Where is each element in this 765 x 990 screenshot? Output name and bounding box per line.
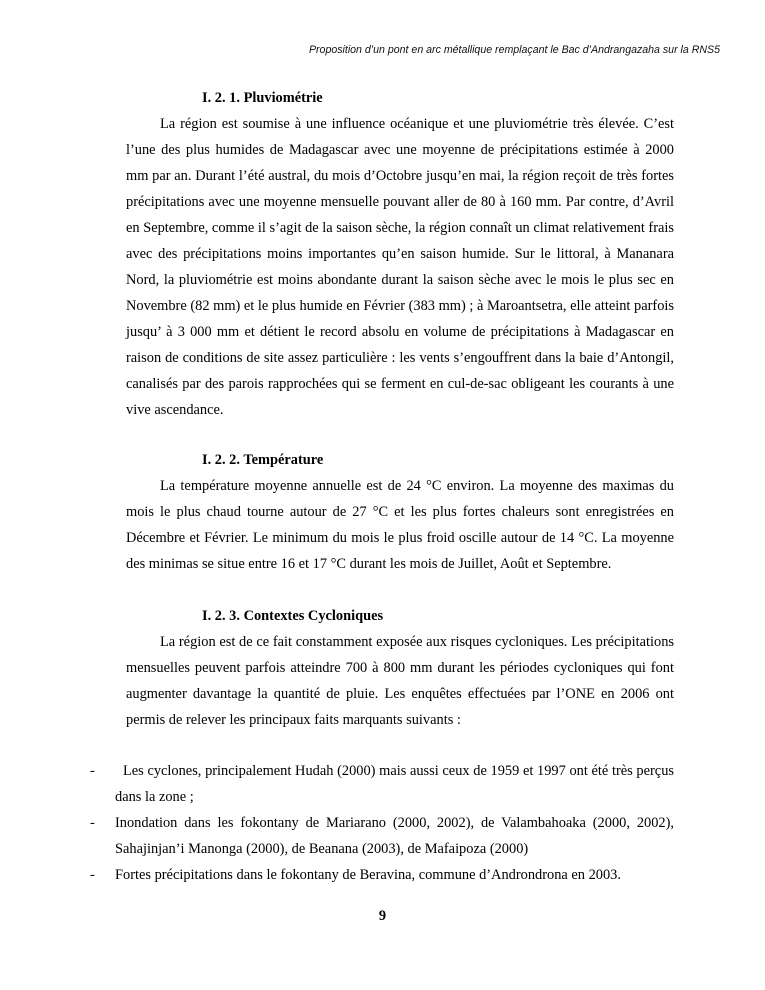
list-item [90,758,674,810]
paragraph-temperature: La température moyenne annuelle est de 24 °C environ. La moyenne des maximas du mois le plus chaud tourne autour de 27 °C et les plus fortes chaleurs sont enregistrées en Décembre et Février. Le minimum du mois le plus froid oscille autour de 14 °C. La moyenne des minimas se situe entre 16 et 17 °C durant les mois de Juillet, Août et Septembre. [126,478,674,572]
bullet-list [90,758,674,888]
paragraph-contextes-cycloniques: La région est de ce fait constamment exposée aux risques cycloniques. Les précipitations mensuelles peuvent parfois atteindre 700 à 800 mm durant les périodes cycloniques qui font augmenter davantage la quantité de pluie. Les enquêtes effectuées par l’ONE en 2006 ont permis de relever les principaux faits marquants suivants : [126,634,674,728]
list-item [90,810,674,862]
list-item-text: Inondation dans les fokontany de Mariarano (2000, 2002), de Valambahoaka (2000, 2002), Sahajinjan’i Manonga (2000), de Beanana (2003), de Mafaipoza (2000) [115,815,674,857]
section-heading-temperature: I. 2. 2. Température [202,452,324,468]
section-heading-pluviometrie: I. 2. 1. Pluviométrie [202,90,323,106]
paragraph-pluviometrie: La région est soumise à une influence océanique et une pluviométrie très élevée. C’est l’une des plus humides de Madagascar avec une moyenne de précipitations estimée à 2000 mm par an. Durant l’été austral, du mois d’Octobre jusqu’en mai, la région reçoit de très fortes précipitations avec une moyenne mensuelle pouvant aller de 80 à 160 mm. Par contre, d’Avril en Septembre, comme il s’agit de la saison sèche, la région connaît un climat relativement frais avec des précipitations moins importantes qu’en saison humide. Sur le littoral, à Mananara Nord, la pluviométrie est moins abondante durant la saison sèche avec le mois le plus sec en Novembre (82 mm) et le plus humide en Février (383 mm) ; à Maroantsetra, elle atteint parfois jusqu’ à 3 000 mm et détient le record absolu en volume de précipitations à Madagascar en raison de conditions de site assez particulière : les vents s’engouffrent dans la baie d’Antongil, canalisés par des parois rapprochées qui se ferment en cul-de-sac obligeant les courants à une vive ascendance. [126,116,674,418]
list-item-text: Les cyclones, principalement Hudah (2000) mais aussi ceux de 1959 et 1997 ont été très perçus dans la zone ; [115,763,674,805]
bullet-dash: - [90,763,95,779]
section-heading-contextes-cycloniques: I. 2. 3. Contextes Cycloniques [202,608,384,624]
page-number: 9 [378,908,387,924]
bullet-dash: - [90,867,95,883]
list-item-text: Fortes précipitations dans le fokontany de Beravina, commune d’Androndrona en 2003. [115,867,621,883]
list-item [90,862,674,888]
bullet-dash: - [90,815,95,831]
running-header: Proposition d’un pont en arc métallique remplaçant le Bac d’Andrangazaha sur la RNS5 [308,44,720,56]
